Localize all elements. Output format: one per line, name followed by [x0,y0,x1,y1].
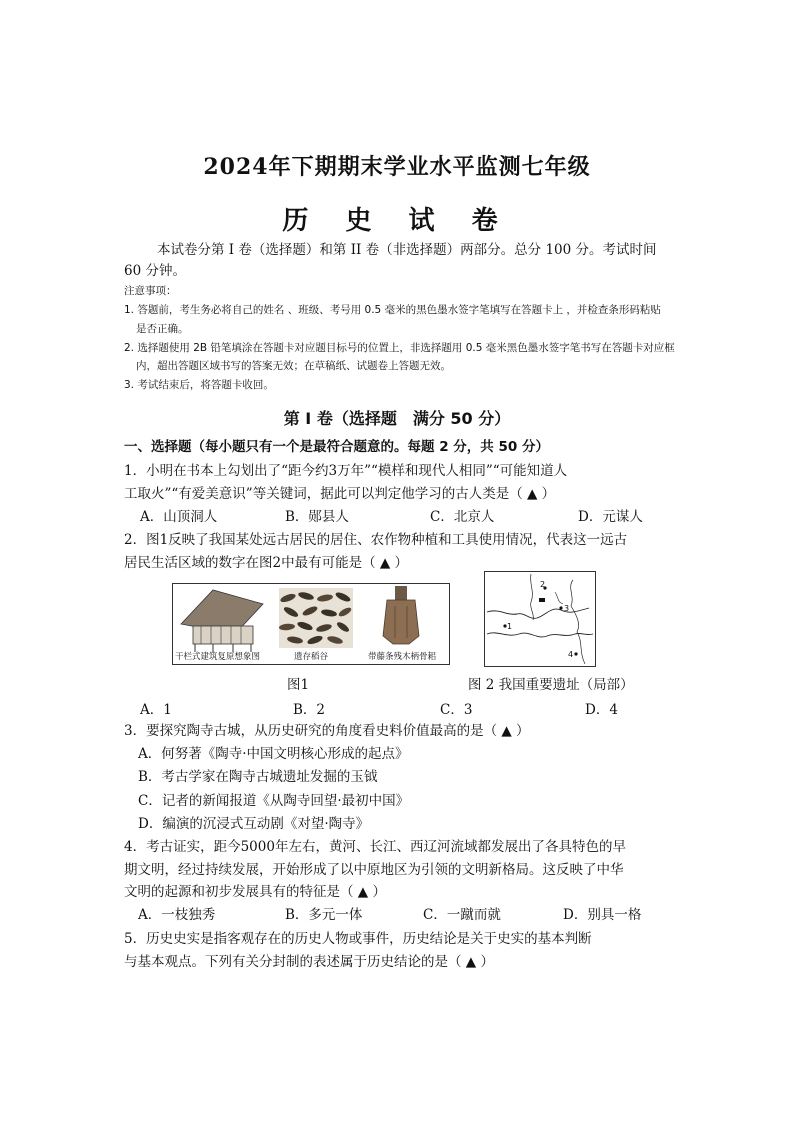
q2-line-1: 2．图1反映了我国某处远古居民的居住、农作物种植和工具使用情况，代表这一远古 [124,532,628,548]
intro-line-1: 本试卷分第 I 卷（选择题）和第 II 卷（非选择题）两部分。总分 100 分。考试时间 [157,242,657,258]
q2-option-b: B．2 [293,702,326,718]
q4-line-2: 期文明，经过持续发展，开始形成了以中原地区为引领的文明新格局。这反映了中华 [124,862,624,878]
q4-option-d: D．别具一格 [563,907,642,923]
q3-option-b: B．考古学家在陶寺古城遗址发掘的玉钺 [138,769,378,785]
q4-line-1: 4．考古证实，距今5000年左右，黄河、长江、西辽河流域都发展出了各具特色的早 [124,839,626,855]
q1-option-a: A．山顶洞人 [140,509,218,525]
exam-title: 2024年下期期末学业水平监测七年级 [203,154,591,180]
note-1a: 1. 答题前，考生务必将自己的姓名 、班级、考号用 0.5 毫米的黑色墨水签字笔填写在答题卡上 ，并检查条形码粘贴 [124,304,661,316]
figure-2-map [484,571,596,667]
q2-option-c: C．3 [440,702,473,718]
map-label-2: 2 [540,580,546,589]
note-2b: 内，超出答题区域书写的答案无效；在草稿纸、试题卷上答题无效。 [136,360,451,372]
map-label-3: 3 [564,604,570,613]
part-one-heading: 一、选择题（每小题只有一个是最符合题意的。每题 2 分，共 50 分） [124,439,549,455]
q5-line-2: 与基本观点。下列有关分封制的表述属于历史结论的是（ ▲ ） [124,954,494,970]
q2-option-a: A．1 [140,702,172,718]
q5-line-1: 5．历史史实是指客观存在的历史人物或事件，历史结论是关于史实的基本判断 [124,931,592,947]
map-label-4: 4 [568,650,574,659]
q1-option-b: B．郧县人 [285,509,349,525]
q1-option-c: C．北京人 [430,509,495,525]
q1-option-d: D．元谋人 [578,509,643,525]
q2-line-2: 居民生活区域的数字在图2中最有可能是（ ▲ ） [124,555,409,571]
fig1-caption-rice: 遗存稻谷 [294,652,329,662]
q3-option-c: C．记者的新闻报道《从陶寺回望·最初中国》 [138,793,410,809]
q1-line-2: 工取火”“有爱美意识”等关键词，据此可以判定他学习的古人类是（ ▲ ） [124,486,556,502]
figure-1 [172,583,450,665]
q4-line-3: 文明的起源和初步发展具有的特征是（ ▲ ） [124,884,386,900]
intro-line-2: 60 分钟。 [124,263,186,279]
figure-2-label: 图 2 我国重要遗址（局部） [468,677,634,693]
q2-option-d: D．4 [585,702,618,718]
section-title: 第 I 卷（选择题 满分 50 分） [283,409,511,428]
fig1-caption-spade: 带藤条残木柄骨耜 [368,652,437,662]
exam-subtitle: 历 史 试 卷 [282,206,512,236]
fig1-caption-house: 干栏式建筑复原想象图 [175,652,261,662]
q3-option-a: A．何努著《陶寺·中国文明核心形成的起点》 [138,746,409,762]
note-3: 3. 考试结束后，将答题卡收回。 [124,379,274,391]
q4-option-a: A．一枝独秀 [138,907,216,923]
q1-line-1: 1．小明在书本上勾划出了“距今约3万年”“模样和现代人相同”“可能知道人 [124,463,568,479]
notes-heading: 注意事项： [124,285,177,297]
q3-option-d: D．编演的沉浸式互动剧《对望·陶寺》 [138,816,370,832]
q4-option-b: B．多元一体 [285,907,363,923]
rice-grains-image [279,588,353,648]
note-1b: 是否正确。 [136,323,189,335]
stilt-house-image [181,590,263,652]
bone-spade-image [383,586,419,644]
q3-stem: 3．要探究陶寺古城，从历史研究的角度看史料价值最高的是（ ▲ ） [124,723,530,739]
note-2a: 2. 选择题使用 2B 铅笔填涂在答题卡对应题目标号的位置上，非选择题用 0.5 毫米黑色墨水签字笔书写在答题卡对应框 [124,342,675,354]
q4-option-c: C．一蹴而就 [423,907,501,923]
figure-1-label: 图1 [287,677,310,693]
map-label-1: 1 [507,622,513,631]
